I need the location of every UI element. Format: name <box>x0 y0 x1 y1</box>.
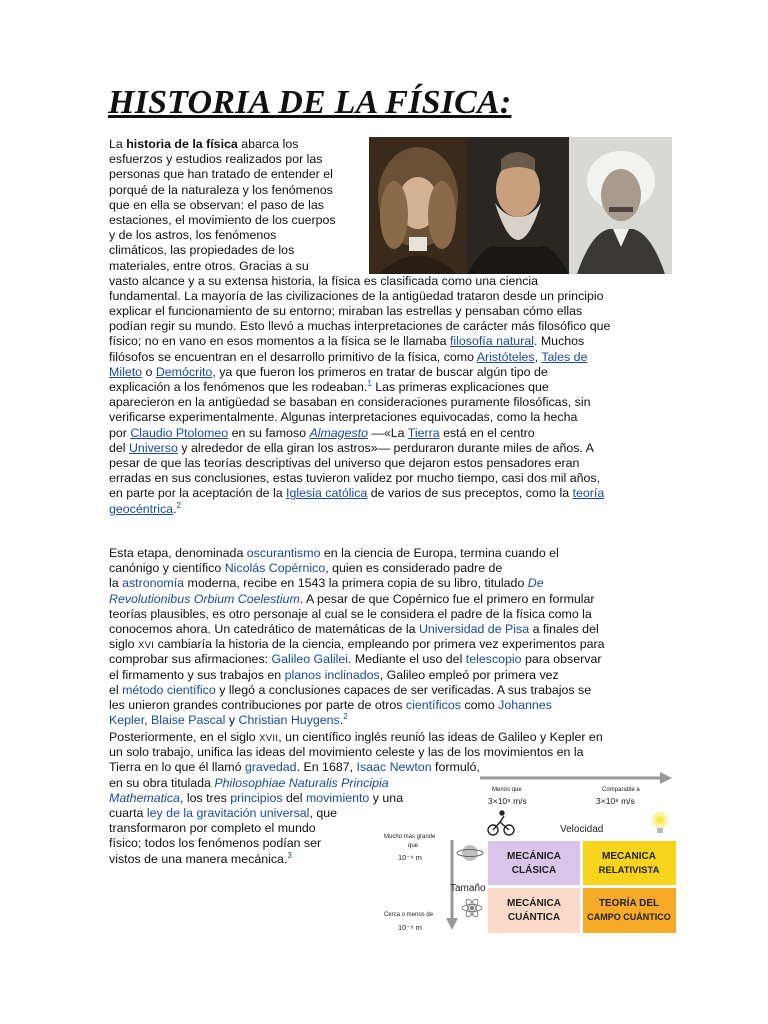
link-teoria-geocentrica-2[interactable]: geocéntrica <box>109 501 174 516</box>
paragraph-1: La historia de la física abarca los esfuerzos y estudios realizados por las personas que han tratado de entender el porqué de la naturaleza y los fenómenos que en ella se observan: el paso de las estaciones, el movimiento de los cuerpos y de los astros, los fenómenos climáticos, las propiedades de los materiales, entre otros. Gracias a su vasto alcance y a su extensa historia, la física es clasificada como una ciencia fundamental. La mayoría de las civilizaciones de la antigüedad trataron desde un principio explicar el funcionamiento de su entorno; miraban las estrellas y pensaban cómo ellas podían regir su mundo. Esto llevó a muchas interpretaciones de carácter más filosófico que físico; no en vano en esos momentos a la física se le llamaba filosofía natural. Muchos filósofos se encuentran en el desarrollo primitivo de la física, como Aristóteles, Tales de Mileto o Demócrito, ya que fueron los primeros en tratar de buscar algún tipo de explicación a los fenómenos que les rodeaban.$^1$ Las primeras explicaciones que aparecieron en la antigüedad se basaban en consideraciones puramente filosóficas, sin verificarse experimentalmente. Algunas interpretaciones equivocadas, como la hecha por Claudio Ptolomeo en su famoso Almagesto —«La Tierra está en el centro del Universo y alrededor de ella giran los astros»— perduraron durante miles de años. A pesar de que las teorías descriptivas del universo que dejaron estos pensadores eran erradas en sus conclusiones, estas tuvieron validez por mucho tiempo, casi dos mil años, en parte por la aceptación de la Iglesia católica de varios de sus preceptos, como la teoría geocéntrica.$^2$ <box>109 137 611 516</box>
box3-line1: MECÁNICA <box>507 898 561 909</box>
page-title: HISTORIA DE LA FÍSICA: <box>108 84 512 121</box>
link-almagesto[interactable]: Almagesto <box>309 425 368 440</box>
label-tamano: Tamaño <box>450 883 486 894</box>
link-de-revolutionibus[interactable]: De <box>527 576 544 591</box>
label-mucho-mas-val: 10⁻⁹ m <box>398 853 422 862</box>
link-galileo-galilei[interactable]: Galileo Galilei <box>271 652 348 667</box>
link-blaise-pascal[interactable]: Blaise Pascal <box>151 713 226 728</box>
box4-line1: TEORÍA DEL <box>598 898 660 909</box>
paragraph-3: Posteriormente, en el siglo XVII, un científico inglés reunió las ideas de Galileo y Kepler en un solo trabajo, unifica las ideas del movimiento celeste y las de los movimientos en la Tierra en lo que él llamó gravedad. En 1687, Isaac Newton formuló, en su obra titulada Philosophiae Naturalis Principia Mathematica, los tres principios del movimiento y una cuarta ley de la gravitación universal, que transformaron por completo el mundo físico; todos los fenómenos podían ser vistos de una manera mecánica.$^3$ <box>109 730 603 866</box>
link-planos-inclinados[interactable]: planos inclinados <box>284 667 380 682</box>
mechanics-diagram <box>380 770 680 940</box>
box2-line1: MECANICA <box>602 851 656 862</box>
label-menos-que: Menos que <box>492 787 522 793</box>
link-oscurantismo[interactable]: oscurantismo <box>246 546 321 560</box>
atom-icon <box>462 898 482 919</box>
link-cientificos[interactable]: científicos <box>405 697 461 712</box>
link-astronomia[interactable]: astronomía <box>122 576 185 591</box>
link-nicolas-copernico[interactable]: Nicolás Copérnico <box>224 561 326 576</box>
label-cerca: Cerca o menos de <box>384 912 434 918</box>
box2-line2: RELATIVISTA <box>598 865 660 876</box>
box-teoria-campo-cuantico <box>582 887 677 934</box>
label-mucho-mas: Mucho más grande <box>384 834 436 840</box>
link-iglesia-catolica[interactable]: Iglesia católica <box>286 486 368 501</box>
box-mecanica-cuantica <box>487 887 581 934</box>
link-isaac-newton[interactable]: Isaac Newton <box>356 760 432 775</box>
link-aristoteles[interactable]: Aristóteles <box>476 349 535 364</box>
link-ley-gravitacion-universal[interactable]: ley de la gravitación universal <box>146 805 310 820</box>
box-mecanica-relativista <box>582 840 677 886</box>
link-de-revolutionibus-2[interactable]: Revolutionibus Orbium Coelestium <box>109 591 300 606</box>
label-velocidad: Velocidad <box>560 824 604 835</box>
link-principios[interactable]: principios <box>230 790 283 805</box>
link-metodo-cientifico[interactable]: método científico <box>122 682 216 697</box>
link-christian-huygens[interactable]: Christian Huygens <box>238 713 340 728</box>
link-principia[interactable]: Philosophiae Naturalis Principia <box>214 775 389 790</box>
label-comparable-val: 3×10⁸ m/s <box>596 796 635 806</box>
link-teoria-geocentrica[interactable]: teoría <box>572 486 605 501</box>
paragraph-2: Esta etapa, denominada oscurantismo en la ciencia de Europa, termina cuando el canónigo y científico Nicolás Copérnico, quien es considerado padre de la astronomía moderna, recibe en 1543 la primera copia de su libro, titulado De Revolutionibus Orbium Coelestium. A pesar de que Copérnico fue el primero en formular teorías plausibles, es otro personaje al cual se le considera el padre de la física como la conocemos ahora. Un catedrático de matemáticas de la Universidad de Pisa a finales del siglo XVI cambiaría la historia de la ciencia, empleando por primera vez experimentos para comprobar sus afirmaciones: Galileo Galilei. Mediante el uso del telescopio para observar el firmamento y sus trabajos en planos inclinados, Galileo empleó por primera vez el método científico y llegó a conclusiones capaces de ser verificadas. A sus trabajos se les unieron grandes contribuciones por parte de otros científicos como Johannes Kepler, Blaise Pascal y Christian Huygens.$^2$ <box>109 546 605 728</box>
link-principia-2[interactable]: Mathematica <box>109 790 180 805</box>
lightbulb-icon <box>652 812 668 833</box>
link-tierra[interactable]: Tierra <box>407 425 440 440</box>
link-democrito[interactable]: Demócrito <box>155 364 213 379</box>
link-tales-de-mileto-2[interactable]: Mileto <box>109 364 143 379</box>
planet-icon <box>457 845 483 861</box>
box1-line2: CLÁSICA <box>511 865 557 876</box>
link-johannes-kepler[interactable]: Johannes <box>498 697 552 712</box>
box1-line1: MECÁNICA <box>507 851 561 862</box>
footnote-2b[interactable]: 2 <box>343 711 348 721</box>
link-gravedad[interactable]: gravedad <box>244 760 297 775</box>
bicycle-icon <box>488 811 514 835</box>
label-comparable: Comparable a <box>602 787 640 793</box>
link-movimiento[interactable]: movimiento <box>305 790 370 805</box>
footnote-3[interactable]: 3 <box>287 850 292 860</box>
link-filosofia-natural[interactable]: filosofía natural <box>449 334 534 349</box>
box4-line2: CAMPO CUÁNTICO <box>587 912 671 922</box>
label-cerca-val: 10⁻⁹ m <box>398 923 422 932</box>
box3-line2: CUÁNTICA <box>507 912 561 923</box>
footnote-2[interactable]: 2 <box>176 500 181 510</box>
link-tales-de-mileto[interactable]: Tales de <box>541 349 588 364</box>
link-universo[interactable]: Universo <box>128 440 178 455</box>
link-universidad-de-pisa[interactable]: Universidad de Pisa <box>418 621 530 636</box>
link-claudio-ptolomeo[interactable]: Claudio Ptolomeo <box>130 425 229 440</box>
footnote-1[interactable]: 1 <box>367 378 372 388</box>
box-mecanica-clasica <box>487 840 581 886</box>
link-telescopio[interactable]: telescopio <box>465 652 522 667</box>
link-johannes-kepler-2[interactable]: Kepler <box>109 713 145 728</box>
label-mucho-mas-que: que <box>408 843 419 849</box>
label-menos-val: 3×10⁸ m/s <box>488 796 527 806</box>
